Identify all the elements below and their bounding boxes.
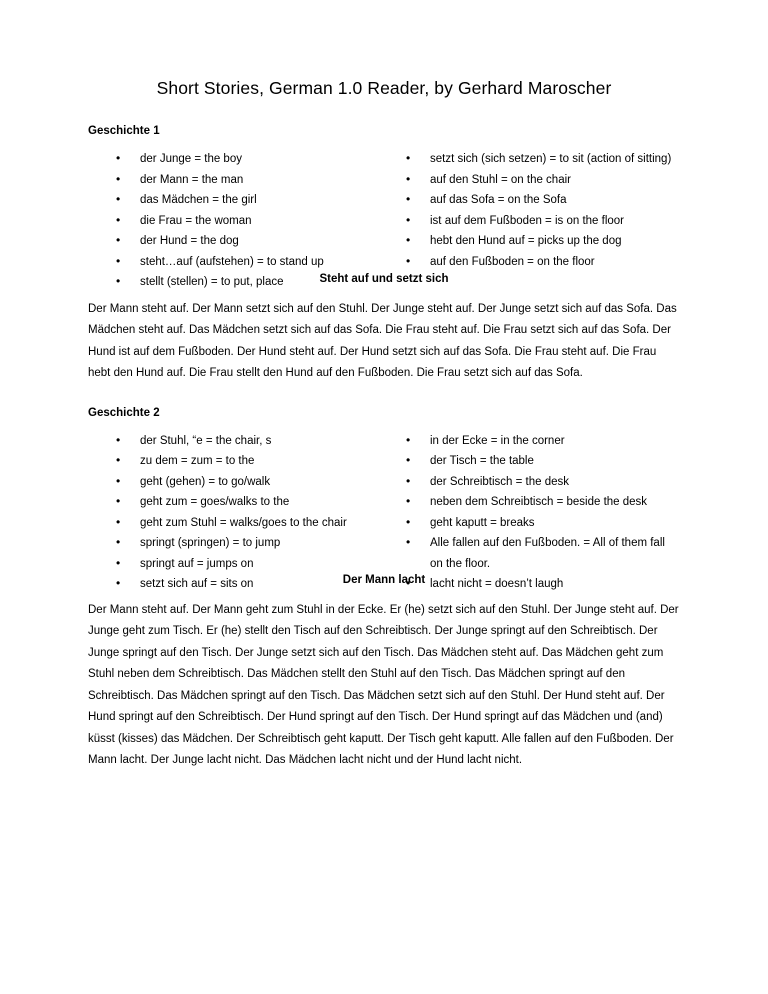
list-item: • auf den Fußboden = on the floor (398, 252, 680, 273)
vocabulary-block (88, 149, 680, 293)
list-item: • auf das Sofa = on the Sofa (398, 190, 680, 211)
section-geschichte-2 (88, 407, 680, 772)
vocabulary-column-right (384, 149, 680, 293)
vocabulary-column-left (88, 149, 384, 293)
section-heading: Geschichte 2 (88, 406, 160, 419)
list-item: • hebt den Hund auf = picks up the dog (398, 231, 680, 252)
list-item: • steht…auf (aufstehen) = to stand up (108, 252, 384, 273)
story-paragraph: Der Mann steht auf. Der Mann setzt sich auf den Stuhl. Der Junge steht auf. Der Junge setzt sich auf das Sofa. Das Mädchen steht auf. Das Mädchen setzt sich auf das Sofa. Die Frau steht auf. Die Frau setzt sich auf das Sofa. Der Hund ist auf dem Fußboden. Der Hund steht auf. Der Hund setzt sich auf das Sofa. Die Frau steht auf. Die Frau hebt den Hund auf. Die Frau stellt den Hund auf den Fußboden. Die Frau setzt sich auf das Sofa. (88, 302, 677, 379)
list-item: • lacht nicht = doesn’t laugh (398, 574, 680, 595)
vocabulary-column-left (88, 431, 384, 595)
list-item: • Alle fallen auf den Fußboden. = All of them fall on the floor. (398, 533, 680, 574)
list-item: • setzt sich (sich setzen) = to sit (action of sitting) (398, 149, 680, 170)
page-title: Short Stories, German 1.0 Reader, by Gerhard Maroscher (156, 78, 612, 98)
vocabulary-list (108, 149, 384, 293)
list-item: • der Junge = the boy (108, 149, 384, 170)
section-geschichte-1 (88, 125, 680, 385)
section-heading: Geschichte 1 (88, 125, 160, 137)
list-item: • der Tisch = the table (398, 451, 680, 472)
list-item: • zu dem = zum = to the (108, 451, 384, 472)
vocabulary-list (398, 431, 680, 595)
list-item: • der Stuhl, “e = the chair, s (108, 431, 384, 452)
list-item: • geht zum Stuhl = walks/goes to the chair (108, 513, 384, 534)
vocabulary-list (108, 431, 384, 595)
list-item: • neben dem Schreibtisch = beside the desk (398, 492, 680, 513)
list-item: • geht zum = goes/walks to the (108, 492, 384, 513)
list-item: • in der Ecke = in the corner (398, 431, 680, 452)
list-item: • stellt (stellen) = to put, place (108, 272, 384, 293)
list-item: • der Mann = the man (108, 170, 384, 191)
list-item: • die Frau = the woman (108, 211, 384, 232)
section-spacer (88, 385, 680, 407)
list-item: • geht kaputt = breaks (398, 513, 680, 534)
list-item: • setzt sich auf = sits on (108, 574, 384, 595)
story-subtitle: Steht auf und setzt sich (319, 272, 449, 285)
list-item: • springt (springen) = to jump (108, 533, 384, 554)
vocabulary-block (88, 431, 680, 595)
story-subtitle: Der Mann lacht (342, 573, 426, 586)
list-item: • der Schreibtisch = the desk (398, 472, 680, 493)
list-item: • geht (gehen) = to go/walk (108, 472, 384, 493)
list-item: • der Hund = the dog (108, 231, 384, 252)
list-item: • ist auf dem Fußboden = is on the floor (398, 211, 680, 232)
story-paragraph: Der Mann steht auf. Der Mann geht zum Stuhl in der Ecke. Er (he) setzt sich auf den Stuhl. Der Junge steht auf. Der Junge geht zum Tisch. Er (he) stellt den Tisch auf den Schreibtisch. Der Junge springt auf den Schreibtisch. Der Junge springt auf den Tisch. Der Junge setzt sich auf den Tisch. Das Mädchen steht auf. Das Mädchen geht zum Stuhl neben dem Schreibtisch. Das Mädchen stellt den Stuhl auf den Tisch. Das Mädchen springt auf den Schreibtisch. Das Mädchen springt auf den Tisch. Das Mädchen setzt sich auf den Stuhl. Der Hund steht auf. Der Hund springt auf den Schreibtisch. Der Hund springt auf den Tisch. Der Hund springt auf das Mädchen und (and) küsst (kisses) das Mädchen. Der Schreibtisch geht kaputt. Der Tisch geht kaputt. Alle fallen auf den Fußboden. Der Mann lacht. Der Junge lacht nicht. Das Mädchen lacht nicht und der Hund lacht nicht. (88, 603, 679, 766)
list-item: • springt auf = jumps on (108, 554, 384, 575)
vocabulary-list (398, 149, 680, 272)
list-item: • auf den Stuhl = on the chair (398, 170, 680, 191)
vocabulary-column-right (384, 431, 680, 595)
list-item: • das Mädchen = the girl (108, 190, 384, 211)
